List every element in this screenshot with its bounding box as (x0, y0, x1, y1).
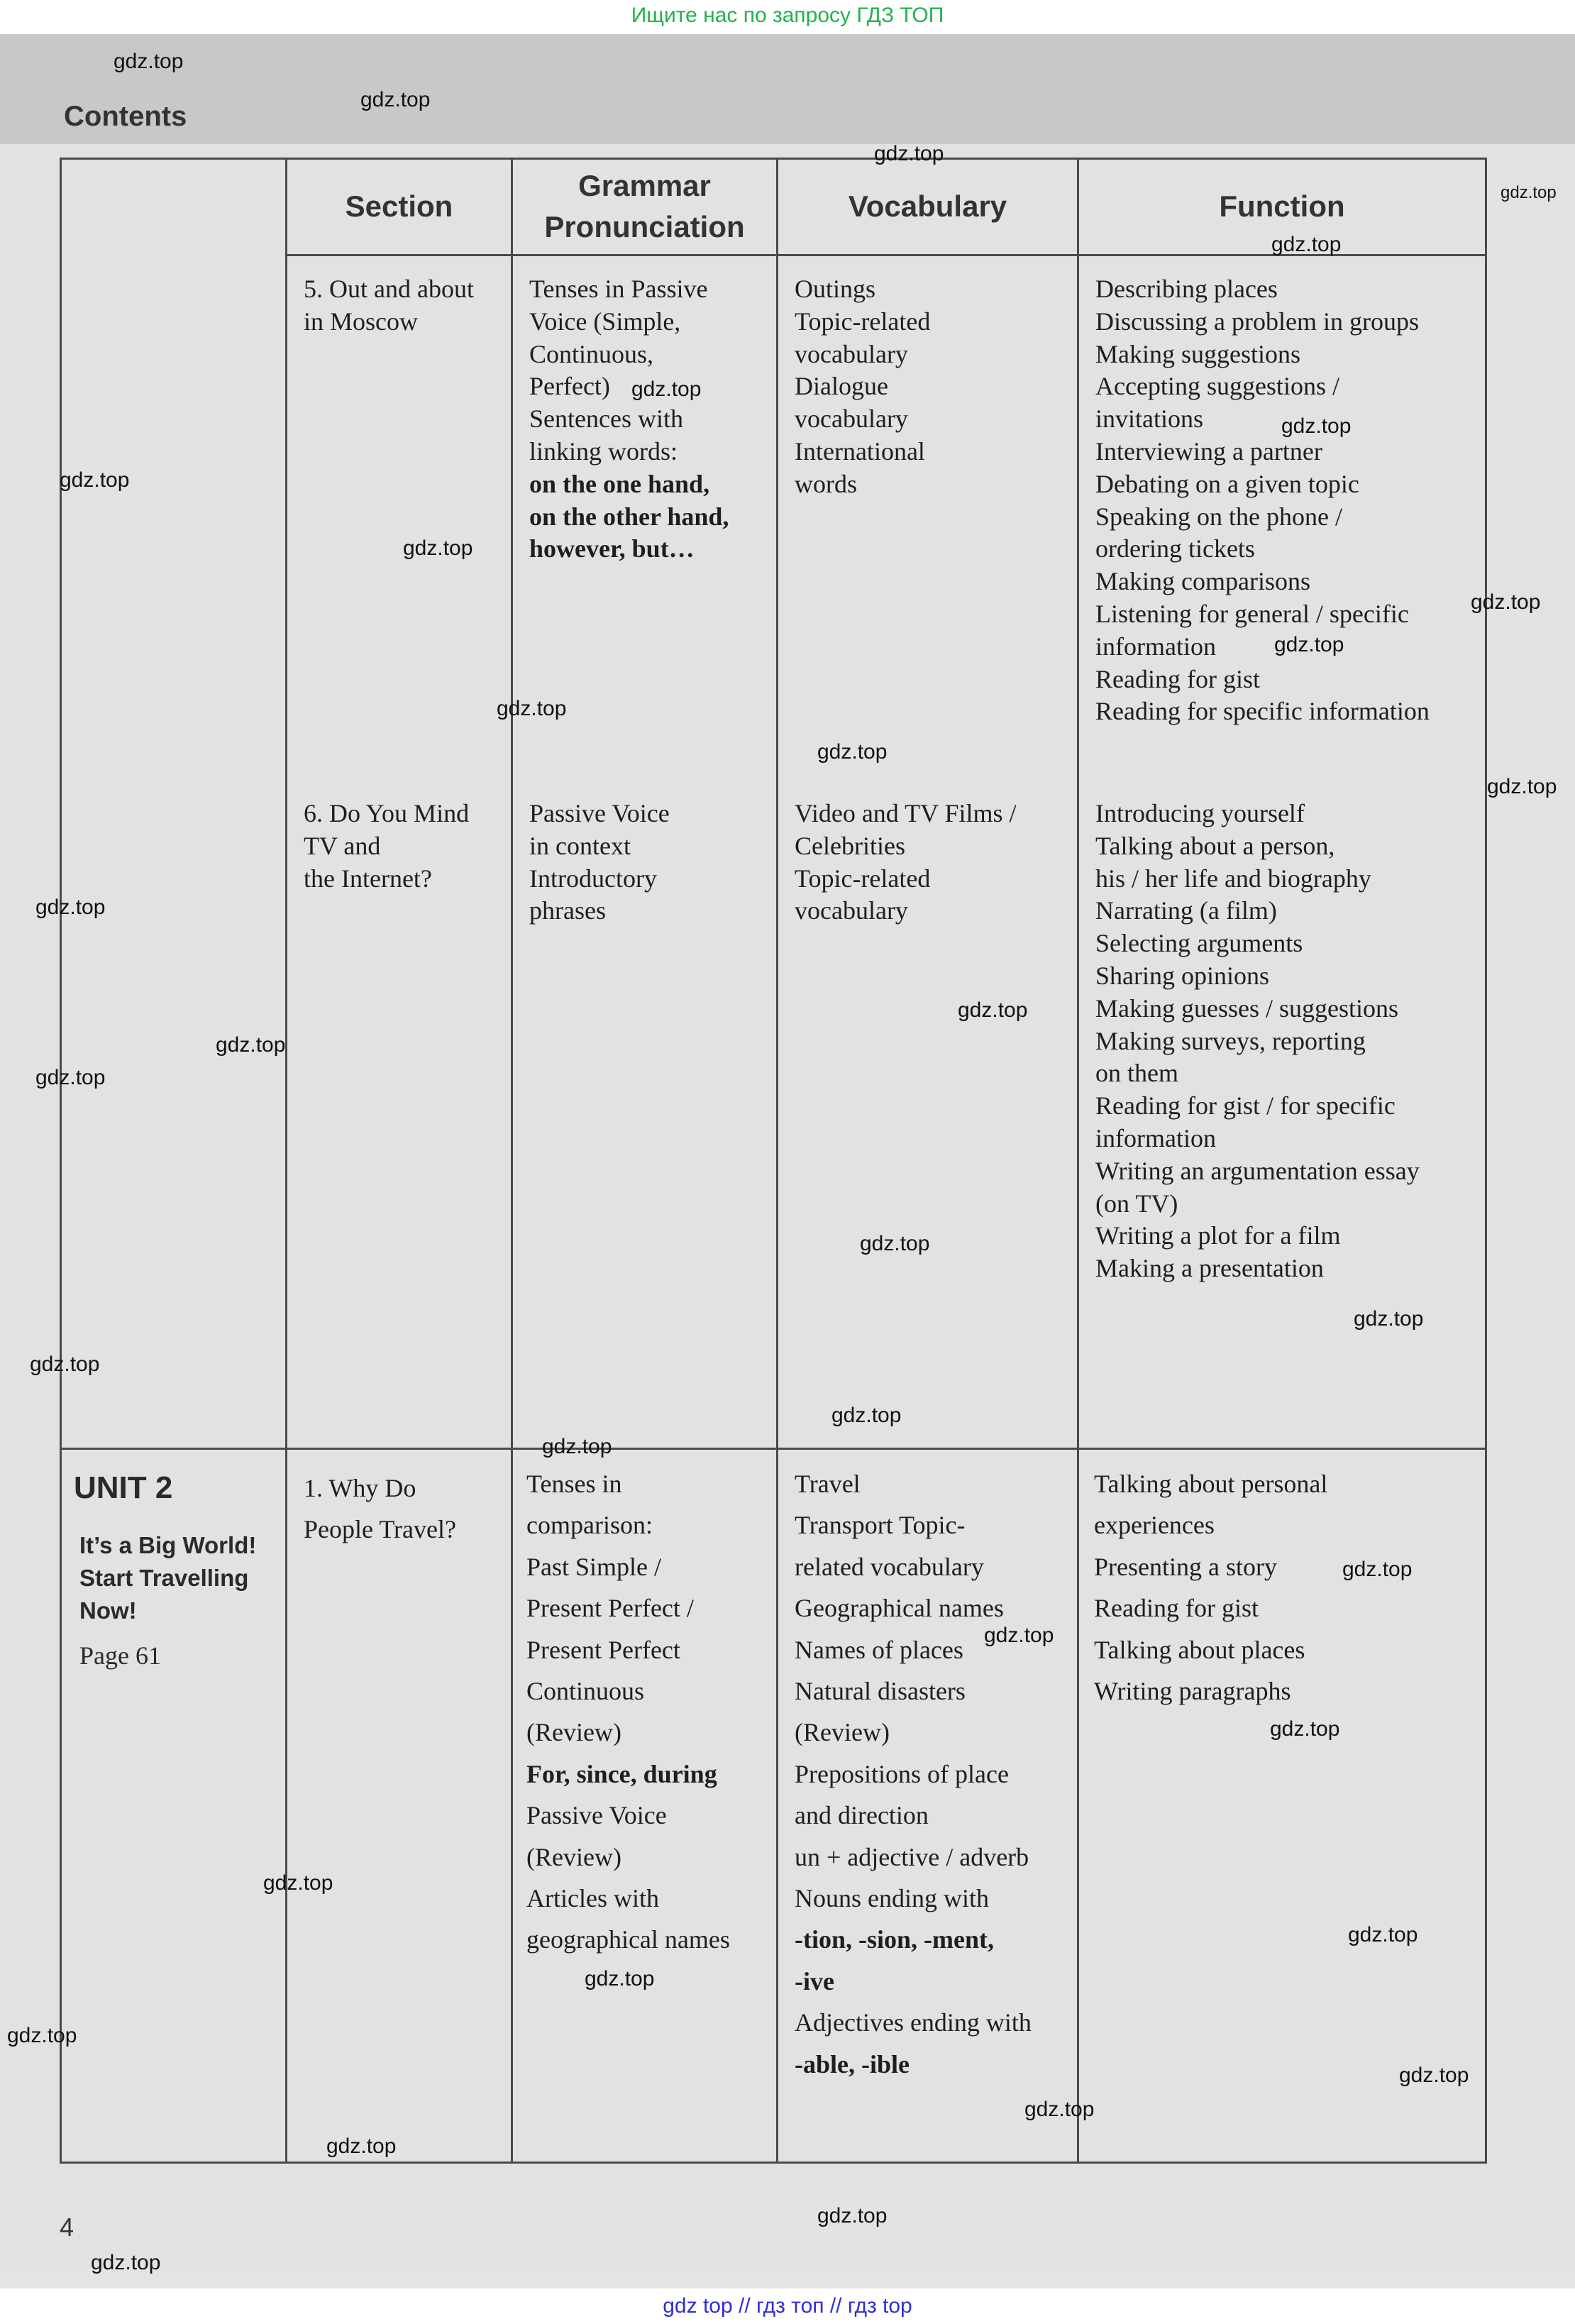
vocabulary-line: words (795, 469, 857, 498)
watermark-label: gdz.top (860, 1232, 930, 1255)
function-line: Making a presentation (1095, 1254, 1324, 1283)
table-border-top (60, 158, 1487, 160)
grammar-line: Perfect) (529, 372, 610, 401)
page-top-band (0, 34, 1575, 144)
watermark-label: gdz.top (263, 1871, 333, 1895)
vocabulary-line: Transport Topic- (795, 1511, 966, 1540)
vocabulary-line: vocabulary (795, 404, 908, 434)
function-line: Narrating (a film) (1095, 896, 1277, 925)
column-header-vocabulary: Vocabulary (848, 189, 1007, 223)
function-line: Reading for gist / for specific (1095, 1091, 1396, 1120)
watermark-label: gdz.top (360, 88, 431, 111)
function-line: Talking about a person, (1095, 831, 1335, 860)
function-line: Reading for specific information (1095, 697, 1430, 726)
section-6-name: 6. Do You Mind TV and the Internet? (304, 799, 470, 893)
vocabulary-line: Names of places (795, 1635, 963, 1664)
watermark-label: gdz.top (984, 1624, 1054, 1647)
vocabulary-line: Nouns ending with (795, 1884, 989, 1913)
watermark-label: gdz.top (30, 1353, 100, 1376)
table-divider-function (1077, 160, 1079, 2164)
function-line: Presenting a story (1094, 1552, 1277, 1581)
function-line: experiences (1094, 1511, 1215, 1540)
unit-2-function (1094, 1463, 1327, 1712)
function-line: Reading for gist (1094, 1594, 1259, 1623)
grammar-line: Passive Voice (529, 799, 670, 827)
function-line: Describing places (1095, 275, 1278, 303)
function-line: Talking about places (1094, 1635, 1305, 1664)
function-line: Speaking on the phone / (1095, 502, 1342, 531)
function-line: Listening for general / specific (1095, 599, 1409, 628)
function-line: Sharing opinions (1095, 961, 1270, 990)
watermark-label: gdz.top (35, 896, 106, 919)
vocabulary-line-bold: -ive (795, 1966, 834, 1995)
row-5-vocabulary (795, 273, 930, 501)
function-line: information (1095, 1123, 1216, 1152)
row-6-vocabulary (795, 798, 1017, 927)
grammar-line: Tenses in Passive (529, 275, 708, 303)
function-line: Making suggestions (1095, 339, 1301, 368)
grammar-line: Passive Voice (526, 1801, 667, 1830)
function-line: Introducing yourself (1095, 799, 1305, 827)
grammar-line: Past Simple / (526, 1552, 662, 1581)
function-line: his / her life and biography (1095, 864, 1371, 893)
watermark-label: gdz.top (497, 697, 567, 720)
vocabulary-line-bold: -tion, -sion, -ment, (795, 1925, 994, 1954)
grammar-line-bold: For, since, during (526, 1759, 717, 1788)
watermark-label: gdz.top (1354, 1307, 1424, 1331)
watermark-label: gdz.top (7, 2024, 77, 2047)
column-header-section: Section (345, 189, 453, 223)
function-line: Accepting suggestions / (1095, 372, 1339, 401)
vocabulary-line: related vocabulary (795, 1552, 984, 1581)
table-divider-section (285, 160, 287, 2164)
function-line: invitations (1095, 404, 1203, 434)
unit-2-vocabulary (795, 1463, 1032, 2085)
vocabulary-line: Natural disasters (795, 1677, 966, 1706)
page-heading: Contents (64, 101, 187, 132)
row-5-function (1095, 273, 1430, 728)
vocabulary-line: Prepositions of place (795, 1759, 1009, 1788)
vocabulary-line: Travel (795, 1470, 861, 1498)
watermark-label: gdz.top (817, 2204, 888, 2227)
watermark-label: gdz.top (1281, 414, 1352, 438)
watermark-label: gdz.top (958, 998, 1028, 1022)
vocabulary-line: Video and TV Films / (795, 799, 1017, 827)
grammar-line-bold: on the other hand, (529, 502, 729, 531)
table-border-left (60, 160, 62, 2164)
watermark-label: gdz.top (817, 740, 888, 764)
page-number: 4 (60, 2213, 74, 2242)
watermark-label: gdz.top (585, 1967, 655, 1990)
grammar-line-bold: however, but… (529, 534, 695, 563)
watermark-label: gdz.top (1271, 233, 1342, 256)
grammar-line: Introductory (529, 864, 657, 893)
table-border-right (1485, 160, 1487, 2164)
grammar-line-bold: on the one hand, (529, 469, 710, 498)
function-line: information (1095, 632, 1216, 661)
vocabulary-line-bold: -able, -ible (795, 2049, 910, 2078)
vocabulary-line: Geographical names (795, 1594, 1004, 1623)
function-line: Reading for gist (1095, 664, 1260, 693)
bottom-banner[interactable]: gdz top // гдз топ // гдз top (0, 2289, 1575, 2324)
vocabulary-line: and direction (795, 1801, 929, 1830)
vocabulary-line: Topic-related (795, 864, 931, 893)
function-line: Making comparisons (1095, 567, 1310, 596)
watermark-label: gdz.top (1270, 1717, 1340, 1741)
grammar-line: Sentences with (529, 404, 683, 434)
grammar-line: (Review) (526, 1842, 621, 1871)
watermark-label: gdz.top (216, 1033, 286, 1057)
vocabulary-line: Celebrities (795, 831, 905, 860)
grammar-line: Present Perfect / (526, 1594, 694, 1623)
vocabulary-line: Adjectives ending with (795, 2008, 1032, 2037)
grammar-line: Present Perfect (526, 1635, 680, 1664)
column-header-function: Function (1219, 189, 1345, 223)
grammar-line: comparison: (526, 1511, 653, 1540)
watermark-label: gdz.top (1487, 775, 1557, 798)
vocabulary-line: Outings (795, 275, 876, 303)
grammar-line: Continuous (526, 1677, 645, 1706)
table-unit-rule (60, 1448, 1487, 1450)
grammar-line: geographical names (526, 1925, 730, 1954)
row-6-grammar (529, 798, 670, 927)
vocabulary-line: International (795, 436, 925, 466)
function-line: Writing paragraphs (1094, 1677, 1291, 1706)
table-border-bottom (60, 2161, 1487, 2164)
function-line: on them (1095, 1059, 1178, 1088)
function-line: Discussing a problem in groups (1095, 307, 1419, 336)
grammar-line: linking words: (529, 436, 678, 466)
row-6-function (1095, 798, 1420, 1285)
watermark-label: gdz.top (91, 2251, 161, 2274)
function-line: Making guesses / suggestions (1095, 993, 1398, 1023)
function-line: ordering tickets (1095, 534, 1255, 563)
section-5-name: 5. Out and about in Moscow (304, 275, 474, 336)
watermark-label: gdz.top (542, 1435, 612, 1458)
watermark-label: gdz.top (831, 1404, 902, 1427)
watermark-label: gdz.top (326, 2135, 397, 2158)
grammar-line: (Review) (526, 1718, 621, 1747)
vocabulary-line: vocabulary (795, 896, 908, 925)
top-banner[interactable]: Ищите нас по запросу ГДЗ ТОП (0, 0, 1575, 34)
watermark-label: gdz.top (35, 1066, 106, 1089)
vocabulary-line: vocabulary (795, 339, 908, 368)
table-divider-vocabulary (776, 160, 778, 2164)
function-line: (on TV) (1095, 1189, 1178, 1218)
watermark-label: gdz.top (1399, 2064, 1469, 2087)
watermark-label: gdz.top (114, 50, 184, 73)
grammar-line: Continuous, (529, 339, 654, 368)
unit-2-title: UNIT 2 (74, 1470, 173, 1505)
function-line: Writing an argumentation essay (1095, 1156, 1420, 1185)
unit-2-section-1-name: 1. Why Do People Travel? (304, 1474, 456, 1544)
grammar-line: Articles with (526, 1884, 659, 1913)
grammar-line: Voice (Simple, (529, 307, 681, 336)
watermark-label: gdz.top (1501, 183, 1557, 202)
vocabulary-line: (Review) (795, 1718, 890, 1747)
watermark-label: gdz.top (60, 468, 130, 492)
watermark-label: gdz.top (1342, 1558, 1413, 1581)
row-5-grammar (529, 273, 729, 566)
watermark-label: gdz.top (631, 378, 702, 401)
watermark-label: gdz.top (1274, 633, 1344, 656)
function-line: Interviewing a partner (1095, 436, 1322, 466)
grammar-line: in context (529, 831, 631, 860)
watermark-label: gdz.top (874, 142, 944, 165)
function-line: Debating on a given topic (1095, 469, 1359, 498)
function-line: Making surveys, reporting (1095, 1026, 1366, 1055)
function-line: Talking about personal (1094, 1470, 1328, 1498)
column-header-grammar: Grammar Pronunciation (544, 169, 745, 243)
unit-2-grammar (526, 1463, 730, 1961)
watermark-label: gdz.top (1348, 1923, 1418, 1946)
watermark-label: gdz.top (403, 536, 473, 560)
grammar-line: phrases (529, 896, 606, 925)
vocabulary-line: un + adjective / adverb (795, 1842, 1029, 1871)
table-divider-grammar (511, 160, 513, 2164)
grammar-line: Tenses in (526, 1470, 622, 1498)
vocabulary-line: Topic-related (795, 307, 931, 336)
unit-2-page-ref[interactable]: Page 61 (79, 1641, 161, 1670)
watermark-label: gdz.top (1471, 590, 1541, 614)
vocabulary-line: Dialogue (795, 372, 888, 401)
watermark-label: gdz.top (1024, 2098, 1095, 2121)
unit-2-subtitle: It’s a Big World! Start Travelling Now! (79, 1532, 257, 1624)
function-line: Writing a plot for a film (1095, 1221, 1341, 1250)
function-line: Selecting arguments (1095, 929, 1303, 958)
